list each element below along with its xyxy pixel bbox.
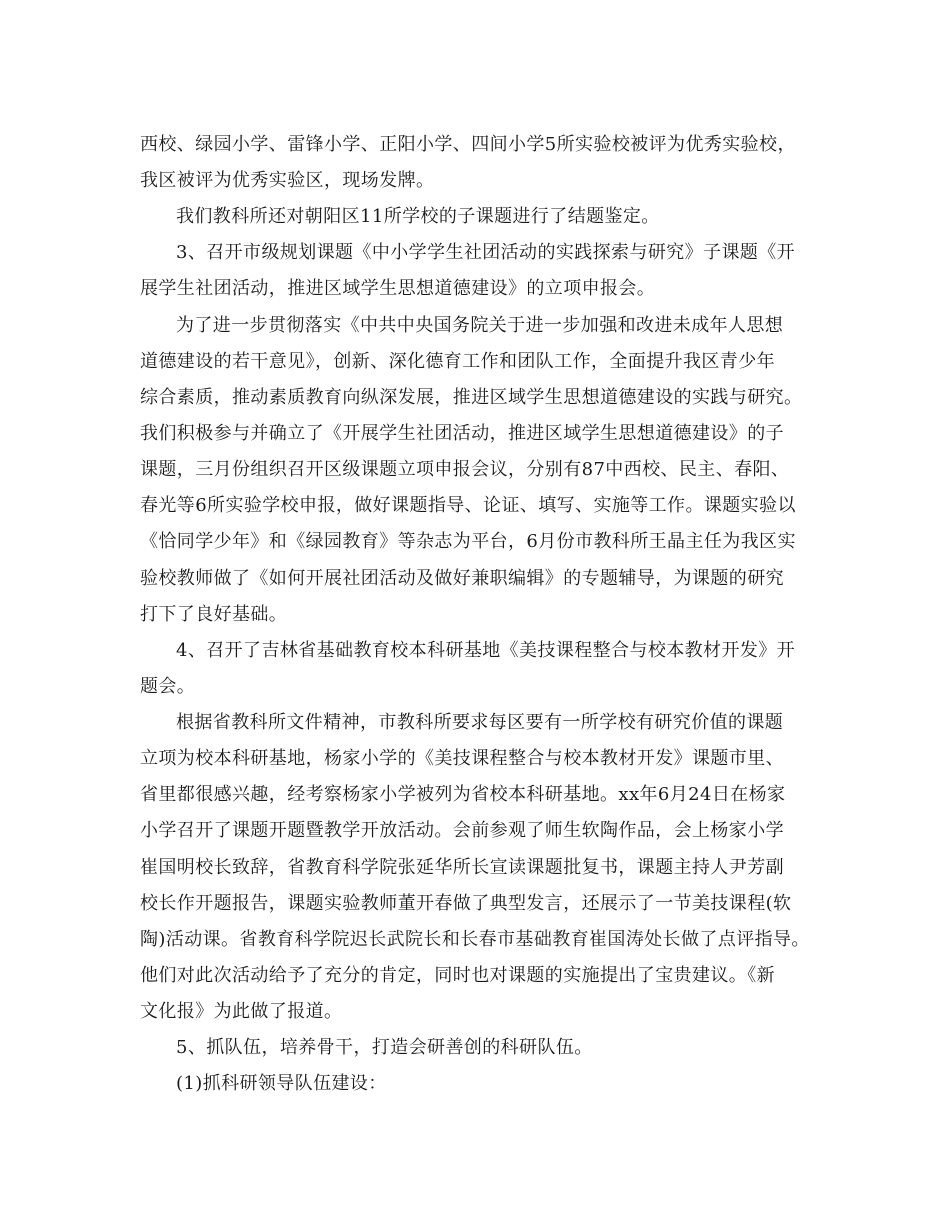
text-line: 我区被评为优秀实验区，现场发牌。 [140,170,435,191]
text-line: 《恰同学少年》和《绿园教育》等杂志为平台，6月份市教科所王晶主任为我区实 [140,531,796,552]
text-line: 3、召开市级规划课题《中小学学生社团活动的实践探索与研究》子课题《开 [176,242,796,263]
text-line: 立项为校本科研基地，杨家小学的《美技课程整合与校本教材开发》课题市里、 [140,748,784,769]
text-line: 验校教师做了《如何开展社团活动及做好兼职编辑》的专题辅导，为课题的研究 [140,568,784,589]
text-line: 崔国明校长致辞，省教育科学院张延华所长宣读课题批复书，课题主持人尹芳副 [140,857,784,878]
text-line: 课题，三月份组织召开区级课题立项申报会议，分别有87中西校、民主、春阳、 [140,459,790,480]
text-line: 打下了良好基础。 [140,604,288,625]
text-line: 小学召开了课题开题暨教学开放活动。会前参观了师生软陶作品，会上杨家小学 [140,820,784,841]
text-line: 陶)活动课。省教育科学院迟长武院长和长春市基础教育崔国涛处长做了点评指导。 [140,929,810,950]
text-line: 为了进一步贯彻落实《中共中央国务院关于进一步加强和改进未成年人思想 [176,315,784,336]
text-line: 根据省教科所文件精神，市教科所要求每区要有一所学校有研究价值的课题 [176,712,784,733]
text-line: 综合素质，推动素质教育向纵深发展，推进区域学生思想道德建设的实践与研究。 [140,387,803,408]
text-line: 省里都很感兴趣，经考察杨家小学被列为省校本科研基地。xx年6月24日在杨家 [140,784,786,805]
text-line: 校长作开题报告，课题实验教师董开春做了典型发言，还展示了一节美技课程(软 [140,893,792,914]
text-line: (1)抓科研领导队伍建设： [176,1073,387,1094]
text-line: 道德建设的若干意见》，创新、深化德育工作和团队工作，全面提升我区青少年 [140,351,775,372]
text-line: 文化报》为此做了报道。 [140,1001,343,1022]
text-line: 展学生社团活动，推进区域学生思想道德建设》的立项申报会。 [140,278,656,299]
text-line: 我们教科所还对朝阳区11所学校的子课题进行了结题鉴定。 [176,206,660,227]
text-line: 题会。 [140,676,196,697]
text-line: 5、抓队伍，培养骨干，打造会研善创的科研队伍。 [176,1037,593,1058]
text-line: 春光等6所实验学校申报，做好课题指导、论证、填写、实施等工作。课题实验以 [140,495,796,516]
text-line: 4、召开了吉林省基础教育校本科研基地《美技课程整合与校本教材开发》开 [176,640,796,661]
text-line: 他们对此次活动给予了充分的肯定，同时也对课题的实施提出了宝贵建议。《新 [140,965,775,986]
text-line: 西校、绿园小学、雷锋小学、正阳小学、四间小学5所实验校被评为优秀实验校， [140,134,796,155]
text-line: 我们积极参与并确立了《开展学生社团活动，推进区域学生思想道德建设》的子 [140,423,784,444]
